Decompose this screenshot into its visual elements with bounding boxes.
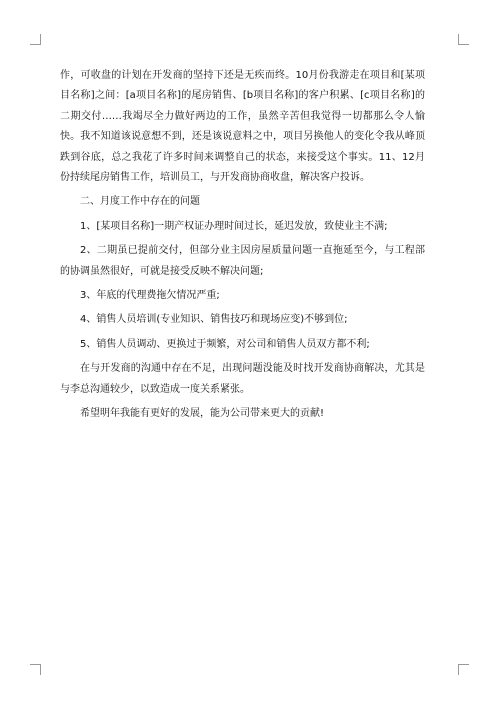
problem-item-4: 4、销售人员培训(专业知识、销售技巧和现场应变)不够到位; [80, 314, 348, 326]
problem-item-1: 1、[某项目名称]一期产权证办理时间过长，延迟发放，致使业主不满; [80, 220, 388, 232]
paragraph-continuation: 作，可收盘的计划在开发商的坚持下还是无疾而终。10月份我游走在项目和[某项目名称]之间：[a项目名称]的尾房销售、[b项目名称]的客户积累、[c项目名称]的二期交付……我竭尽全力做好两边的工作，虽然辛苦但我觉得一切都那么令人愉快。我不知道该说意想不到，还是该说意料之中，项目另换他人的变化令我从峰顶跌到谷底，总之我花了许多时间来调整自己的状态，来接受这个事实。11、12月份持续尾房销售工作，培训员工，与开发商协商收盘，解决客户投诉。 [60, 70, 425, 184]
document-body [60, 66, 425, 429]
crop-mark-bottom-left [30, 664, 41, 675]
crop-mark-top-right [458, 34, 469, 45]
crop-mark-bottom-right [458, 664, 469, 675]
problem-item-3: 3、年底的代理费拖欠情况严重; [80, 290, 220, 302]
crop-mark-top-left [30, 34, 41, 45]
paragraph-communication: 在与开发商的沟通中存在不足，出现问题没能及时找开发商协商解决，尤其是与李总沟通较少，以致造成一度关系紧张。 [60, 363, 425, 395]
problem-item-2: 2、二期虽已提前交付，但部分业主因房屋质量问题一直拖延至今，与工程部的协调虽然很好，可就是接受反映不解决问题; [60, 245, 425, 277]
paragraph-closing: 希望明年我能有更好的发展，能为公司带来更大的贡献! [80, 408, 325, 420]
section-heading-problems: 二、月度工作中存在的问题 [80, 196, 200, 208]
problem-item-5: 5、销售人员调动、更换过于频繁，对公司和销售人员双方都不利; [80, 338, 370, 350]
